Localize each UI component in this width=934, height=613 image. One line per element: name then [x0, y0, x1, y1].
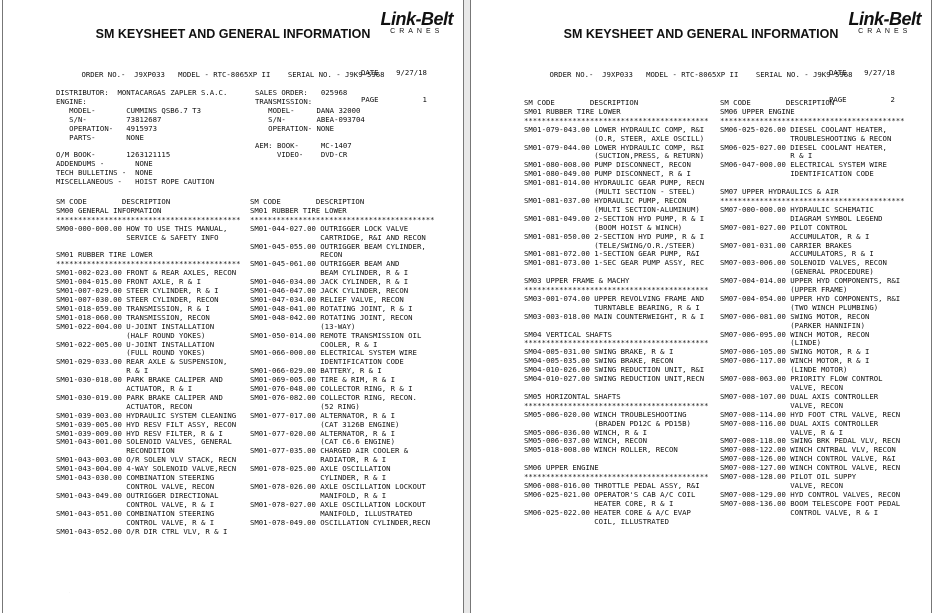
footer-mark: .	[69, 590, 70, 594]
sm-code-column-right: SM CODE DESCRIPTION SM06 UPPER ENGINE ****************************************** SM06-025-026.00 DIESEL COOLANT HEATER, TROUBLESHOOTING & RECON SM06-025-027.00 DIESEL COOLANT HEATER, R & I SM06-047-000.00 ELECTRICAL SYSTEM WIRE IDENTIFICATION CODE SM07 UPPER HYDRAULICS & AIR ****************************************** SM07-000-000.00 HYDRAULIC SCHEMATIC DIAGRAM SYMBOL LEGEND SM07-001-027.00 PILOT CONTROL ACCUMULATOR, R & I SM07-001-031.00 CARRIER BRAKES ACCUMULATORS, R & I SM07-003-006.00 SOLENOID VALVES, RECON (GENERAL PROCEDURE) SM07-004-014.00 UPPER HYD COMPONENTS, R&I (UPPER FRAME) SM07-004-054.00 UPPER HYD COMPONENTS, R&I (TWO WINCH PLUMBING) SM07-006-081.00 SWING MOTOR, RECON (PARKER HANNIFIN) SM07-006-095.00 WINCH MOTOR, RECON (LINDE) SM07-006-105.00 SWING MOTOR, R & I SM07-006-117.00 WINCH MOTOR, R & I (LINDE MOTOR) SM07-008-063.00 PRIORITY FLOW CONTROL VALVE, RECON SM07-008-107.00 DUAL AXIS CONTROLLER VALVE, RECON SM07-008-114.00 HYD FOOT CTRL VALVE, RECN SM07-008-116.00 DUAL AXIS CONTROLLER VALVE, R & I SM07-008-118.00 SWING BRK PEDAL VLV, RECN SM07-008-122.00 WINCH CNTRBAL VLV, RECON SM07-008-126.00 WINCH CONTROL VALVE, R&I SM07-008-127.00 WINCH CONTROL VALVE, RECN SM07-008-128.00 PILOT OIL SUPPY VALVE, RECON SM07-008-129.00 HYD CONTROL VALVES, RECON SM07-008-136.00 BOOM TELESCOPE FOOT PEDAL CONTROL VALVE, R & I	[720, 98, 905, 517]
date-line: DATE 9/27/18	[361, 67, 427, 77]
link-belt-logo	[848, 10, 921, 36]
date-line: DATE 9/27/18	[829, 67, 895, 77]
info-right-block: SALES ORDER: 025968 TRANSMISSION: MODEL- DANA 32000 S/N- ABEA-093704 OPERATION- NONE AEM: BOOK- MC-1407 VIDEO- DVD-CR	[255, 88, 365, 160]
logo-main-text: Link-Belt	[848, 9, 921, 29]
logo-sub-text: CRANES	[858, 28, 912, 35]
page-number-line: PAGE 2	[829, 94, 895, 104]
sm-code-column-right: SM CODE DESCRIPTION SM01 RUBBER TIRE LOWER ****************************************** SM01-044-027.00 OUTRIGGER LOCK VALVE CARTRIDGE, R&I AND RECON SM01-045-055.00 OUTRIGGER BEAM CYLINDER, RECON SM01-045-061.00 OUTRIGGER BEAM AND BEAM CYLINDER, R & I SM01-046-034.00 JACK CYLINDER, R & I SM01-046-047.00 JACK CYLINDER, RECON SM01-047-034.00 RELIEF VALVE, RECON SM01-048-041.00 ROTATING JOINT, R & I SM01-048-042.00 ROTATING JOINT, RECON (13-WAY) SM01-050-014.00 REMOTE TRANSMISSION OIL COOLER, R & I SM01-066-000.00 ELECTRICAL SYSTEM WIRE IDENTIFICATION CODE SM01-066-029.00 BATTERY, R & I SM01-069-005.00 TIRE & RIM, R & I SM01-076-048.00 COLLECTOR RING, R & I SM01-076-082.00 COLLECTOR RING, RECON. (52 RING) SM01-077-017.00 ALTERNATOR, R & I (CAT 3126B ENGINE) SM01-077-020.00 ALTERNATOR, R & I (CAT C6.6 ENGINE) SM01-077-035.00 CHARGED AIR COOLER & RADIATOR, R & I SM01-078-025.00 AXLE OSCILLATION CYLINDER, R & I SM01-078-026.00 AXLE OSCILLATION LOCKOUT MANIFOLD, R & I SM01-078-027.00 AXLE OSCILLATION LOCKOUT MANIFOLD, ILLUSTRATED SM01-078-049.00 OSCILLATION CYLINDER,RECN	[250, 197, 435, 527]
page-title: SM KEYSHEET AND GENERAL INFORMATION	[95, 27, 371, 41]
info-left-block: DISTRIBUTOR: MONTACARGAS ZAPLER S.A.C. ENGINE: MODEL- CUMMINS QSB6.7 T3 S/N- 73812687 OPERATION- 4915973 PARTS- NONE O/M BOOK- 1263121115 ADDENDUMS - NONE TECH BULLETINS - NONE MISCELLANEOUS - HOIST ROPE CAUTION	[56, 88, 228, 187]
sm-code-column-left: SM CODE DESCRIPTION SM01 RUBBER TIRE LOWER ****************************************** SM01-079-043.00 LOWER HYDRAULIC COMP, R&I (O.R, STEER, AXLE OSCILL) SM01-079-044.00 LOWER HYDRAULIC COMP, R&I (SUCTION,PRESS, & RETURN) SM01-080-008.00 PUMP DISCONNECT, RECON SM01-080-049.00 PUMP DISCONNECT, R & I SM01-081-014.00 HYDRAULIC GEAR PUMP, RECN (MULTI SECTION - STEEL) SM01-081-037.00 HYDRAULIC PUMP, RECON (MULTI SECTION-ALUMINUM) SM01-081-049.00 2-SECTION HYD PUMP, R & I (BOOM HOIST & WINCH) SM01-081-050.00 2-SECTION HYD PUMP, R & I (TELE/SWING/O.R./STEER) SM01-081-072.00 1-SECTION GEAR PUMP, R&I SM01-081-073.00 1-SEC GEAR PUMP ASSY, REC SM03 UPPER FRAME & MACHY ****************************************** SM03-001-074.00 UPPER REVOLVING FRAME AND TURNTABLE BEARING, R & I SM03-003-018.00 MAIN COUNTERWEIGHT, R & I SM04 VERTICAL SHAFTS ****************************************** SM04-005-031.00 SWING BRAKE, R & I SM04-005-035.00 SWING BRAKE, RECON SM04-010-026.00 SWING REDUCTION UNIT, R&I SM04-010-027.00 SWING REDUCTION UNIT,RECN SM05 HORIZONTAL SHAFTS ****************************************** SM05-006-020.00 WINCH TROUBLESHOOTING (BRADEN PD12C & PD15B) SM05-006-036.00 WINCH, R & I SM05-006-037.00 WINCH, RECON SM05-018-008.00 WINCH ROLLER, RECON SM06 UPPER ENGINE ****************************************** SM06-008-016.00 THROTTLE PEDAL ASSY, R&I SM06-025-021.00 OPERATOR'S CAB A/C COIL HEATER CORE, R & I SM06-025-022.00 HEATER CORE & A/C EVAP COIL, ILLUSTRATED	[524, 98, 709, 526]
order-line: ORDER NO.- J9XP033 MODEL - RTC-8065XP II SERIAL NO. - J9K9-5968	[81, 70, 385, 79]
logo-main-text: Link-Belt	[380, 9, 453, 29]
page-number-line: PAGE 1	[361, 94, 427, 104]
page-title: SM KEYSHEET AND GENERAL INFORMATION	[563, 27, 839, 41]
document-page-2	[470, 0, 932, 613]
logo-sub-text: CRANES	[390, 28, 444, 35]
order-line: ORDER NO.- J9XP033 MODEL - RTC-8065XP II SERIAL NO. - J9K9-5968	[549, 70, 853, 79]
document-page-1	[2, 0, 464, 613]
date-page-block	[361, 51, 441, 122]
link-belt-logo	[380, 10, 453, 36]
sm-code-column-left: SM CODE DESCRIPTION SM00 GENERAL INFORMATION ****************************************** SM00-000-000.00 HOW TO USE THIS MANUAL, SERVICE & SAFETY INFO SM01 RUBBER TIRE LOWER ****************************************** SM01-002-023.00 FRONT & REAR AXLES, RECON SM01-004-015.00 FRONT AXLE, R & I SM01-007-029.00 STEER CYLINDER, R & I SM01-007-030.00 STEER CYLINDER, RECON SM01-018-059.00 TRANSMISSION, R & I SM01-018-060.00 TRANSMISSION, RECON SM01-022-004.00 U-JOINT INSTALLATION (HALF ROUND YOKES) SM01-022-005.00 U-JOINT INSTALLATION (FULL ROUND YOKES) SM01-029-033.00 REAR AXLE & SUSPENSION, R & I SM01-030-018.00 PARK BRAKE CALIPER AND ACTUATOR, R & I SM01-030-019.00 PARK BRAKE CALIPER AND ACTUATOR, RECON SM01-039-003.00 HYDRAULIC SYSTEM CLEANING SM01-039-005.00 HYD RESV FILT ASSY, RECON SM01-039-009.00 HYD RESV FILTER, R & I SM01-043-001.00 SOLENOID VALVES, GENERAL RECONDITION SM01-043-003.00 O/R SOLEN VLV STACK, RECN SM01-043-004.00 4-WAY SOLENOID VALVE,RECN SM01-043-030.00 COMBINATION STEERING CONTROL VALVE, RECON SM01-043-049.00 OUTRIGGER DIRECTIONAL CONTROL VALVE, R & I SM01-043-051.00 COMBINATION STEERING CONTROL VALVE, R & I SM01-043-052.00 O/R DIR CTRL VLV, R & I	[56, 197, 241, 536]
